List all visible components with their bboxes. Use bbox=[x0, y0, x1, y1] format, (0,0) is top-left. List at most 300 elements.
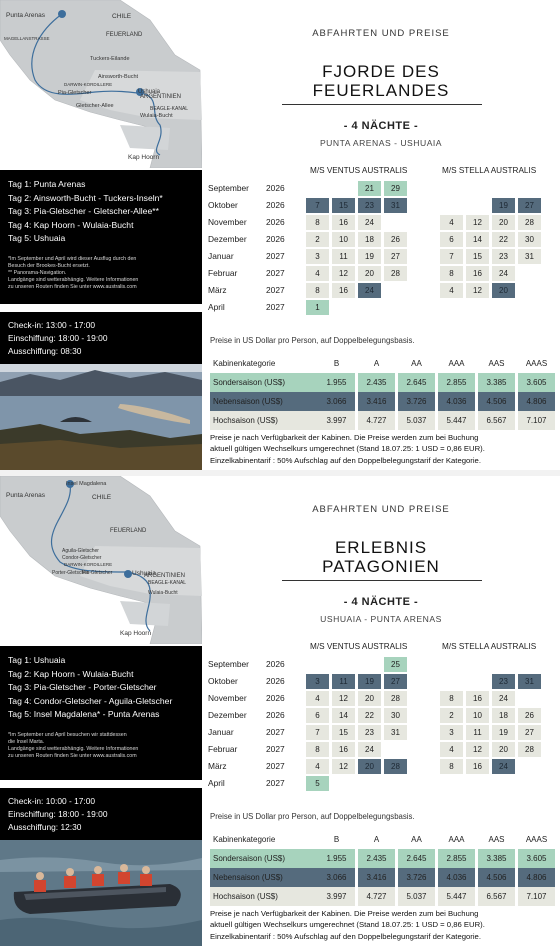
price-row bbox=[210, 373, 555, 392]
departure-date-cell[interactable]: 23 bbox=[492, 249, 515, 264]
price-cell: 2.435 bbox=[358, 373, 395, 392]
itinerary-day: Tag 3: Pia-Gletscher - Gletscher-Allee** bbox=[8, 206, 159, 216]
departure-date-cell[interactable]: 12 bbox=[332, 266, 355, 281]
calendar-year: 2027 bbox=[266, 727, 285, 737]
departure-date-cell[interactable]: 12 bbox=[332, 691, 355, 706]
departure-date-cell[interactable]: 12 bbox=[466, 215, 489, 230]
calendar-year: 2026 bbox=[266, 676, 285, 686]
departure-date-cell[interactable]: 20 bbox=[492, 283, 515, 298]
departure-date-cell[interactable]: 16 bbox=[466, 759, 489, 774]
departure-date-cell bbox=[518, 691, 541, 706]
calendar-row bbox=[202, 758, 560, 775]
departure-date-cell[interactable]: 27 bbox=[384, 249, 407, 264]
itinerary-note-line: ** Panorama-Navigation. bbox=[8, 269, 67, 276]
departure-date-cell[interactable]: 27 bbox=[518, 725, 541, 740]
departure-date-cell[interactable]: 28 bbox=[384, 266, 407, 281]
departure-date-cell[interactable]: 8 bbox=[306, 742, 329, 757]
itinerary-day: Tag 5: Insel Magdalena* - Punta Arenas bbox=[8, 709, 160, 719]
departure-date-cell[interactable]: 31 bbox=[518, 249, 541, 264]
photo-life-vest bbox=[140, 874, 152, 886]
departure-date-cell bbox=[384, 300, 407, 315]
checkin-line: Check-in: 13:00 - 17:00 bbox=[8, 320, 96, 330]
price-cell: 3.997 bbox=[318, 411, 355, 430]
departure-date-cell[interactable]: 8 bbox=[440, 266, 463, 281]
departure-date-cell bbox=[332, 181, 355, 196]
price-header-cell: B bbox=[333, 359, 340, 368]
calendar-month: Dezember bbox=[208, 710, 247, 720]
price-footnote bbox=[210, 432, 555, 466]
price-cell: 4.506 bbox=[478, 392, 515, 411]
footnote-line: Einzelkabinentarif : 50% Aufschlag auf den Doppelbelegungstarif der Kategorie. bbox=[210, 931, 481, 941]
price-cell: 4.036 bbox=[438, 392, 475, 411]
departure-date-cell bbox=[384, 215, 407, 230]
price-cell: 3.605 bbox=[518, 849, 555, 868]
itinerary-notes bbox=[8, 256, 194, 292]
itinerary-day: Tag 5: Ushuaia bbox=[8, 233, 66, 243]
itinerary-note-line: zu unseren Routen finden Sie unter www.australis.com bbox=[8, 753, 137, 760]
departure-date-cell[interactable]: 25 bbox=[384, 657, 407, 672]
departure-date-cell[interactable]: 4 bbox=[306, 691, 329, 706]
departure-date-cell bbox=[466, 674, 489, 689]
departure-date-cell bbox=[384, 742, 407, 757]
departure-date-cell bbox=[440, 181, 463, 196]
price-row-label: Nebensaison (US$) bbox=[210, 868, 318, 887]
photo-svg bbox=[0, 364, 202, 470]
calendar-month: Februar bbox=[208, 744, 238, 754]
itinerary-note-line: *Im September und April besuchen wir stattdessen bbox=[8, 731, 127, 738]
route-map-svg bbox=[0, 0, 202, 168]
departure-date-cell[interactable]: 11 bbox=[332, 249, 355, 264]
calendar-year: 2026 bbox=[266, 217, 285, 227]
departure-date-cell bbox=[492, 776, 515, 791]
title-rule bbox=[282, 580, 482, 581]
departure-date-cell[interactable]: 28 bbox=[518, 742, 541, 757]
departure-date-cell[interactable]: 24 bbox=[358, 283, 381, 298]
calendar-month: April bbox=[208, 778, 225, 788]
price-cell: 3.416 bbox=[358, 868, 395, 887]
price-cell: 3.605 bbox=[518, 373, 555, 392]
map-label: Ainsworth-Bucht bbox=[98, 74, 139, 80]
left-column bbox=[0, 476, 202, 946]
calendar-month: Oktober bbox=[208, 676, 238, 686]
offer-fjorde bbox=[0, 0, 560, 470]
calendar-month: September bbox=[208, 659, 249, 669]
departure-date-cell[interactable]: 4 bbox=[440, 215, 463, 230]
departure-date-cell bbox=[518, 181, 541, 196]
offer-title bbox=[202, 538, 560, 576]
calendar-row bbox=[202, 690, 560, 707]
departure-date-cell[interactable]: 7 bbox=[306, 198, 329, 213]
photo-mountains bbox=[0, 370, 202, 398]
departure-calendar bbox=[202, 180, 560, 316]
kicker-heading: ABFAHRTEN UND PREISE bbox=[312, 28, 450, 39]
departure-date-cell bbox=[466, 776, 489, 791]
departure-date-cell[interactable]: 7 bbox=[306, 725, 329, 740]
departure-date-cell[interactable]: 2 bbox=[306, 232, 329, 247]
departure-date-cell[interactable]: 3 bbox=[306, 674, 329, 689]
map-label: Pia-Gletscher bbox=[82, 570, 113, 576]
calendar-row bbox=[202, 707, 560, 724]
map-label: Gletscher-Allee bbox=[76, 103, 114, 109]
price-header-cell: AAS bbox=[488, 835, 505, 844]
departure-date-cell[interactable]: 31 bbox=[518, 674, 541, 689]
departure-date-cell[interactable]: 26 bbox=[384, 232, 407, 247]
departure-date-cell[interactable]: 4 bbox=[440, 742, 463, 757]
departure-date-cell[interactable]: 24 bbox=[358, 742, 381, 757]
price-cell: 5.037 bbox=[398, 887, 435, 906]
price-cell: 4.806 bbox=[518, 392, 555, 411]
departure-date-cell[interactable]: 15 bbox=[332, 725, 355, 740]
calendar-year: 2027 bbox=[266, 761, 285, 771]
departure-date-cell bbox=[518, 266, 541, 281]
map-label: ARGENTINIEN bbox=[140, 94, 182, 100]
departure-date-cell[interactable]: 3 bbox=[306, 249, 329, 264]
price-cell: 2.435 bbox=[358, 849, 395, 868]
departure-date-cell[interactable]: 16 bbox=[466, 266, 489, 281]
departure-date-cell[interactable]: 18 bbox=[358, 232, 381, 247]
checkin-line: Ausschiffung: 08:30 bbox=[8, 346, 82, 356]
price-cell: 2.855 bbox=[438, 849, 475, 868]
departure-date-cell[interactable]: 24 bbox=[492, 691, 515, 706]
photo-life-vest bbox=[34, 880, 46, 892]
price-header-cell: AAA bbox=[448, 835, 465, 844]
departure-date-cell[interactable]: 16 bbox=[332, 215, 355, 230]
price-note: Preise in US Dollar pro Person, auf Doppelbelegungsbasis. bbox=[210, 812, 415, 821]
departure-date-cell bbox=[332, 776, 355, 791]
price-row bbox=[210, 849, 555, 868]
price-cell: 4.727 bbox=[358, 411, 395, 430]
departure-date-cell[interactable]: 14 bbox=[332, 708, 355, 723]
map-label: FEUERLAND bbox=[110, 528, 147, 534]
map-label: BEAGLE-KANAL bbox=[150, 106, 189, 112]
calendar-year: 2026 bbox=[266, 710, 285, 720]
calendar-month: Februar bbox=[208, 268, 238, 278]
price-cell: 3.416 bbox=[358, 392, 395, 411]
price-cell: 3.385 bbox=[478, 373, 515, 392]
departure-date-cell[interactable]: 31 bbox=[384, 725, 407, 740]
departure-date-cell[interactable]: 4 bbox=[306, 266, 329, 281]
departure-date-cell[interactable]: 18 bbox=[492, 708, 515, 723]
map-label: Punta Arenas bbox=[6, 12, 46, 19]
price-header-cell: AA bbox=[411, 359, 422, 368]
departure-date-cell[interactable]: 6 bbox=[306, 708, 329, 723]
ship-name-stella: M/S STELLA AUSTRALIS bbox=[442, 166, 537, 175]
price-row-label: Nebensaison (US$) bbox=[210, 392, 318, 411]
calendar-year: 2026 bbox=[266, 659, 285, 669]
calendar-year: 2026 bbox=[266, 183, 285, 193]
departure-date-cell[interactable]: 30 bbox=[384, 708, 407, 723]
price-cell: 5.447 bbox=[438, 887, 475, 906]
departure-date-cell[interactable]: 15 bbox=[466, 249, 489, 264]
departure-date-cell bbox=[384, 283, 407, 298]
price-cell: 1.955 bbox=[318, 373, 355, 392]
map-port-marker bbox=[124, 570, 132, 578]
price-table bbox=[210, 354, 555, 430]
departure-date-cell[interactable]: 19 bbox=[358, 674, 381, 689]
price-header-row bbox=[210, 354, 555, 373]
price-note: Preise in US Dollar pro Person, auf Doppelbelegungsbasis. bbox=[210, 336, 415, 345]
nights-label: - 4 NÄCHTE - bbox=[343, 596, 419, 608]
departure-date-cell bbox=[358, 657, 381, 672]
calendar-month: März bbox=[208, 761, 227, 771]
price-header-cell: AAAS bbox=[525, 835, 548, 844]
price-cell: 6.567 bbox=[478, 411, 515, 430]
itinerary-box bbox=[0, 170, 202, 304]
departure-date-cell[interactable]: 1 bbox=[306, 300, 329, 315]
calendar-year: 2027 bbox=[266, 744, 285, 754]
calendar-row bbox=[202, 299, 560, 316]
departure-date-cell bbox=[440, 198, 463, 213]
price-row bbox=[210, 411, 555, 430]
price-cell: 7.107 bbox=[518, 411, 555, 430]
calendar-month: November bbox=[208, 693, 247, 703]
price-row-label: Sondersaison (US$) bbox=[210, 373, 318, 392]
price-cell: 6.567 bbox=[478, 887, 515, 906]
calendar-row bbox=[202, 231, 560, 248]
departure-date-cell[interactable]: 10 bbox=[332, 232, 355, 247]
right-column bbox=[202, 476, 560, 946]
ship-name-ventus: M/S VENTUS AUSTRALIS bbox=[310, 642, 408, 651]
itinerary-day: Tag 2: Ainsworth-Bucht - Tuckers-Inseln* bbox=[8, 192, 163, 203]
departure-date-cell[interactable]: 8 bbox=[306, 283, 329, 298]
departure-date-cell bbox=[518, 300, 541, 315]
departure-date-cell[interactable]: 22 bbox=[358, 708, 381, 723]
map-label: ARGENTINIEN bbox=[144, 573, 186, 579]
calendar-year: 2027 bbox=[266, 285, 285, 295]
itinerary-note-line: Landgänge sind wetterabhängig. Weitere Informationen bbox=[8, 745, 139, 752]
price-cell: 4.506 bbox=[478, 868, 515, 887]
departure-date-cell[interactable]: 20 bbox=[358, 266, 381, 281]
departure-date-cell[interactable]: 23 bbox=[492, 674, 515, 689]
calendar-month: Januar bbox=[208, 727, 234, 737]
footnote-line: Einzelkabinentarif : 50% Aufschlag auf den Doppelbelegungstarif der Kategorie. bbox=[210, 455, 481, 465]
price-cell: 3.385 bbox=[478, 849, 515, 868]
price-cell: 3.726 bbox=[398, 868, 435, 887]
itinerary-day: Tag 4: Kap Hoorn - Wulaia-Bucht bbox=[8, 219, 134, 230]
calendar-row bbox=[202, 775, 560, 792]
calendar-row bbox=[202, 724, 560, 741]
departure-date-cell bbox=[440, 674, 463, 689]
offer-title bbox=[202, 62, 560, 100]
right-column bbox=[202, 0, 560, 470]
departure-date-cell[interactable]: 31 bbox=[384, 198, 407, 213]
departure-date-cell bbox=[518, 283, 541, 298]
departure-date-cell[interactable]: 11 bbox=[466, 725, 489, 740]
price-cell: 2.855 bbox=[438, 373, 475, 392]
price-header-cell: Kabinenkategorie bbox=[213, 359, 276, 368]
checkin-line: Einschiffung: 18:00 - 19:00 bbox=[8, 333, 108, 343]
itinerary-day: Tag 4: Condor-Gletscher - Aguila-Gletscher bbox=[8, 695, 173, 706]
departure-date-cell[interactable]: 12 bbox=[466, 742, 489, 757]
photo-passenger-head bbox=[66, 868, 74, 876]
calendar-month: September bbox=[208, 183, 249, 193]
calendar-row bbox=[202, 265, 560, 282]
departure-date-cell bbox=[466, 198, 489, 213]
itinerary-note-line: Landgänge sind wetterabhängig. Weitere Informationen bbox=[8, 277, 139, 284]
map-start-marker bbox=[58, 10, 66, 18]
departure-date-cell[interactable]: 7 bbox=[440, 249, 463, 264]
departure-date-cell[interactable]: 20 bbox=[492, 215, 515, 230]
departure-date-cell[interactable]: 28 bbox=[518, 215, 541, 230]
calendar-year: 2027 bbox=[266, 302, 285, 312]
departure-date-cell[interactable]: 24 bbox=[358, 215, 381, 230]
departure-date-cell[interactable]: 2 bbox=[440, 708, 463, 723]
departure-date-cell[interactable]: 28 bbox=[384, 691, 407, 706]
price-cell: 4.806 bbox=[518, 868, 555, 887]
map-label: MAGELLANSTRASSE bbox=[4, 36, 50, 41]
offer-title-line: FEUERLANDES bbox=[312, 81, 450, 100]
departure-date-cell[interactable]: 15 bbox=[332, 198, 355, 213]
departure-date-cell[interactable]: 22 bbox=[492, 232, 515, 247]
photo-passenger-head bbox=[120, 864, 128, 872]
departure-date-cell bbox=[492, 300, 515, 315]
map-label: Aguila-Gletscher bbox=[62, 548, 99, 554]
offer-title-line: FJORDE DES bbox=[322, 62, 440, 81]
photo-svg bbox=[0, 840, 202, 946]
departure-date-cell[interactable]: 29 bbox=[384, 181, 407, 196]
calendar-month: Dezember bbox=[208, 234, 247, 244]
map-label: Kap Hoorn bbox=[128, 154, 160, 161]
photo-passenger-head bbox=[142, 866, 150, 874]
map-label: Wulaia-Bucht bbox=[140, 113, 173, 119]
departure-date-cell[interactable]: 27 bbox=[518, 198, 541, 213]
offer-title-line: ERLEBNIS bbox=[334, 538, 428, 557]
calendar-month: April bbox=[208, 302, 225, 312]
departure-date-cell[interactable]: 8 bbox=[440, 691, 463, 706]
photo-life-vest bbox=[92, 874, 104, 886]
departure-date-cell[interactable]: 19 bbox=[492, 198, 515, 213]
itinerary-day: Tag 2: Kap Hoorn - Wulaia-Bucht bbox=[8, 668, 134, 679]
route-label: PUNTA ARENAS - USHUAIA bbox=[319, 138, 443, 148]
departure-date-cell[interactable]: 21 bbox=[358, 181, 381, 196]
departure-date-cell[interactable]: 8 bbox=[440, 759, 463, 774]
departure-date-cell bbox=[440, 300, 463, 315]
price-row bbox=[210, 392, 555, 411]
itinerary-day: Tag 1: Punta Arenas bbox=[8, 179, 86, 189]
departure-date-cell[interactable]: 6 bbox=[440, 232, 463, 247]
departure-date-cell[interactable]: 16 bbox=[466, 691, 489, 706]
price-cell: 4.727 bbox=[358, 887, 395, 906]
map-label: DARWIN-KORDILLERE bbox=[64, 82, 113, 87]
departure-date-cell[interactable]: 26 bbox=[518, 708, 541, 723]
departure-date-cell[interactable]: 11 bbox=[332, 674, 355, 689]
calendar-year: 2026 bbox=[266, 693, 285, 703]
checkin-box bbox=[0, 312, 202, 364]
nights-label: - 4 NÄCHTE - bbox=[343, 120, 419, 132]
departure-date-cell bbox=[466, 657, 489, 672]
price-cell: 2.645 bbox=[398, 849, 435, 868]
departure-date-cell bbox=[518, 657, 541, 672]
departure-date-cell bbox=[306, 181, 329, 196]
departure-date-cell bbox=[466, 181, 489, 196]
departure-date-cell[interactable]: 4 bbox=[306, 759, 329, 774]
departure-date-cell[interactable]: 27 bbox=[384, 674, 407, 689]
calendar-row bbox=[202, 248, 560, 265]
price-row-label: Hochsaison (US$) bbox=[210, 411, 318, 430]
departure-date-cell bbox=[518, 776, 541, 791]
calendar-row bbox=[202, 673, 560, 690]
departure-date-cell bbox=[384, 776, 407, 791]
price-cell: 5.037 bbox=[398, 411, 435, 430]
left-column bbox=[0, 0, 202, 470]
calendar-row bbox=[202, 180, 560, 197]
departure-date-cell[interactable]: 19 bbox=[358, 249, 381, 264]
departure-calendar bbox=[202, 656, 560, 792]
map-label: Wulaia-Bucht bbox=[148, 590, 178, 596]
price-header-cell: Kabinenkategorie bbox=[213, 835, 276, 844]
price-header-cell: AAA bbox=[448, 359, 465, 368]
itinerary-day: Tag 3: Pia-Gletscher - Porter-Gletscher bbox=[8, 682, 157, 692]
map-label: Condor-Gletscher bbox=[62, 555, 102, 561]
price-cell: 3.726 bbox=[398, 392, 435, 411]
map-label: Tuckers-Eilande bbox=[90, 56, 130, 62]
price-cell: 7.107 bbox=[518, 887, 555, 906]
departure-date-cell[interactable]: 20 bbox=[492, 742, 515, 757]
departure-date-cell[interactable]: 10 bbox=[466, 708, 489, 723]
departure-date-cell[interactable]: 16 bbox=[332, 283, 355, 298]
price-cell: 4.036 bbox=[438, 868, 475, 887]
price-table bbox=[210, 830, 555, 906]
map-label: Kap Hoorn bbox=[120, 630, 152, 637]
departure-date-cell[interactable]: 20 bbox=[358, 759, 381, 774]
departure-date-cell[interactable]: 14 bbox=[466, 232, 489, 247]
map-label: Punta Arenas bbox=[6, 492, 46, 499]
map-label: CHILE bbox=[92, 494, 112, 501]
checkin-line: Ausschiffung: 12:30 bbox=[8, 822, 82, 832]
departure-date-cell[interactable]: 28 bbox=[384, 759, 407, 774]
calendar-year: 2027 bbox=[266, 268, 285, 278]
departure-date-cell[interactable]: 24 bbox=[492, 266, 515, 281]
departure-date-cell bbox=[306, 657, 329, 672]
photo-life-vest bbox=[118, 872, 130, 884]
departure-date-cell[interactable]: 19 bbox=[492, 725, 515, 740]
price-header-cell: AA bbox=[411, 835, 422, 844]
departure-date-cell[interactable]: 5 bbox=[306, 776, 329, 791]
departure-date-cell[interactable]: 8 bbox=[306, 215, 329, 230]
departure-date-cell bbox=[492, 657, 515, 672]
price-header-cell: B bbox=[333, 835, 340, 844]
calendar-row bbox=[202, 197, 560, 214]
departure-date-cell[interactable]: 20 bbox=[358, 691, 381, 706]
itinerary-note-line: *Im September und April wird dieser Ausflug durch den bbox=[8, 255, 137, 262]
footnote-line: Preise je nach Verfügbarkeit der Kabinen. Die Preise werden zum bei Buchung bbox=[210, 909, 479, 918]
map-label: FEUERLAND bbox=[106, 32, 143, 38]
route-map bbox=[0, 0, 202, 168]
departure-date-cell[interactable]: 23 bbox=[358, 198, 381, 213]
departure-date-cell[interactable]: 3 bbox=[440, 725, 463, 740]
map-label: BEAGLE-KANAL bbox=[148, 580, 187, 586]
price-footnote bbox=[210, 908, 555, 942]
departure-date-cell[interactable]: 16 bbox=[332, 742, 355, 757]
departure-date-cell[interactable]: 12 bbox=[332, 759, 355, 774]
calendar-year: 2026 bbox=[266, 200, 285, 210]
departure-date-cell[interactable]: 24 bbox=[492, 759, 515, 774]
departure-date-cell bbox=[440, 776, 463, 791]
departure-date-cell[interactable]: 4 bbox=[440, 283, 463, 298]
calendar-year: 2027 bbox=[266, 778, 285, 788]
footnote-line: Preise je nach Verfügbarkeit der Kabinen. Die Preise werden zum bei Buchung bbox=[210, 433, 479, 442]
departure-date-cell[interactable]: 23 bbox=[358, 725, 381, 740]
footnote-line: aktuell gültigen Wechselkurs umgerechnet (Stand 18.07.25: 1 USD = 0,86 EUR). bbox=[210, 444, 485, 454]
price-row bbox=[210, 868, 555, 887]
departure-date-cell[interactable]: 12 bbox=[466, 283, 489, 298]
price-row-label: Sondersaison (US$) bbox=[210, 849, 318, 868]
price-header-cell: AAAS bbox=[525, 359, 548, 368]
photo-zodiac-boat bbox=[0, 840, 202, 946]
map-label: DARWIN-KORDILLERE bbox=[64, 562, 113, 567]
departure-date-cell[interactable]: 30 bbox=[518, 232, 541, 247]
price-header-cell: AAS bbox=[488, 359, 505, 368]
